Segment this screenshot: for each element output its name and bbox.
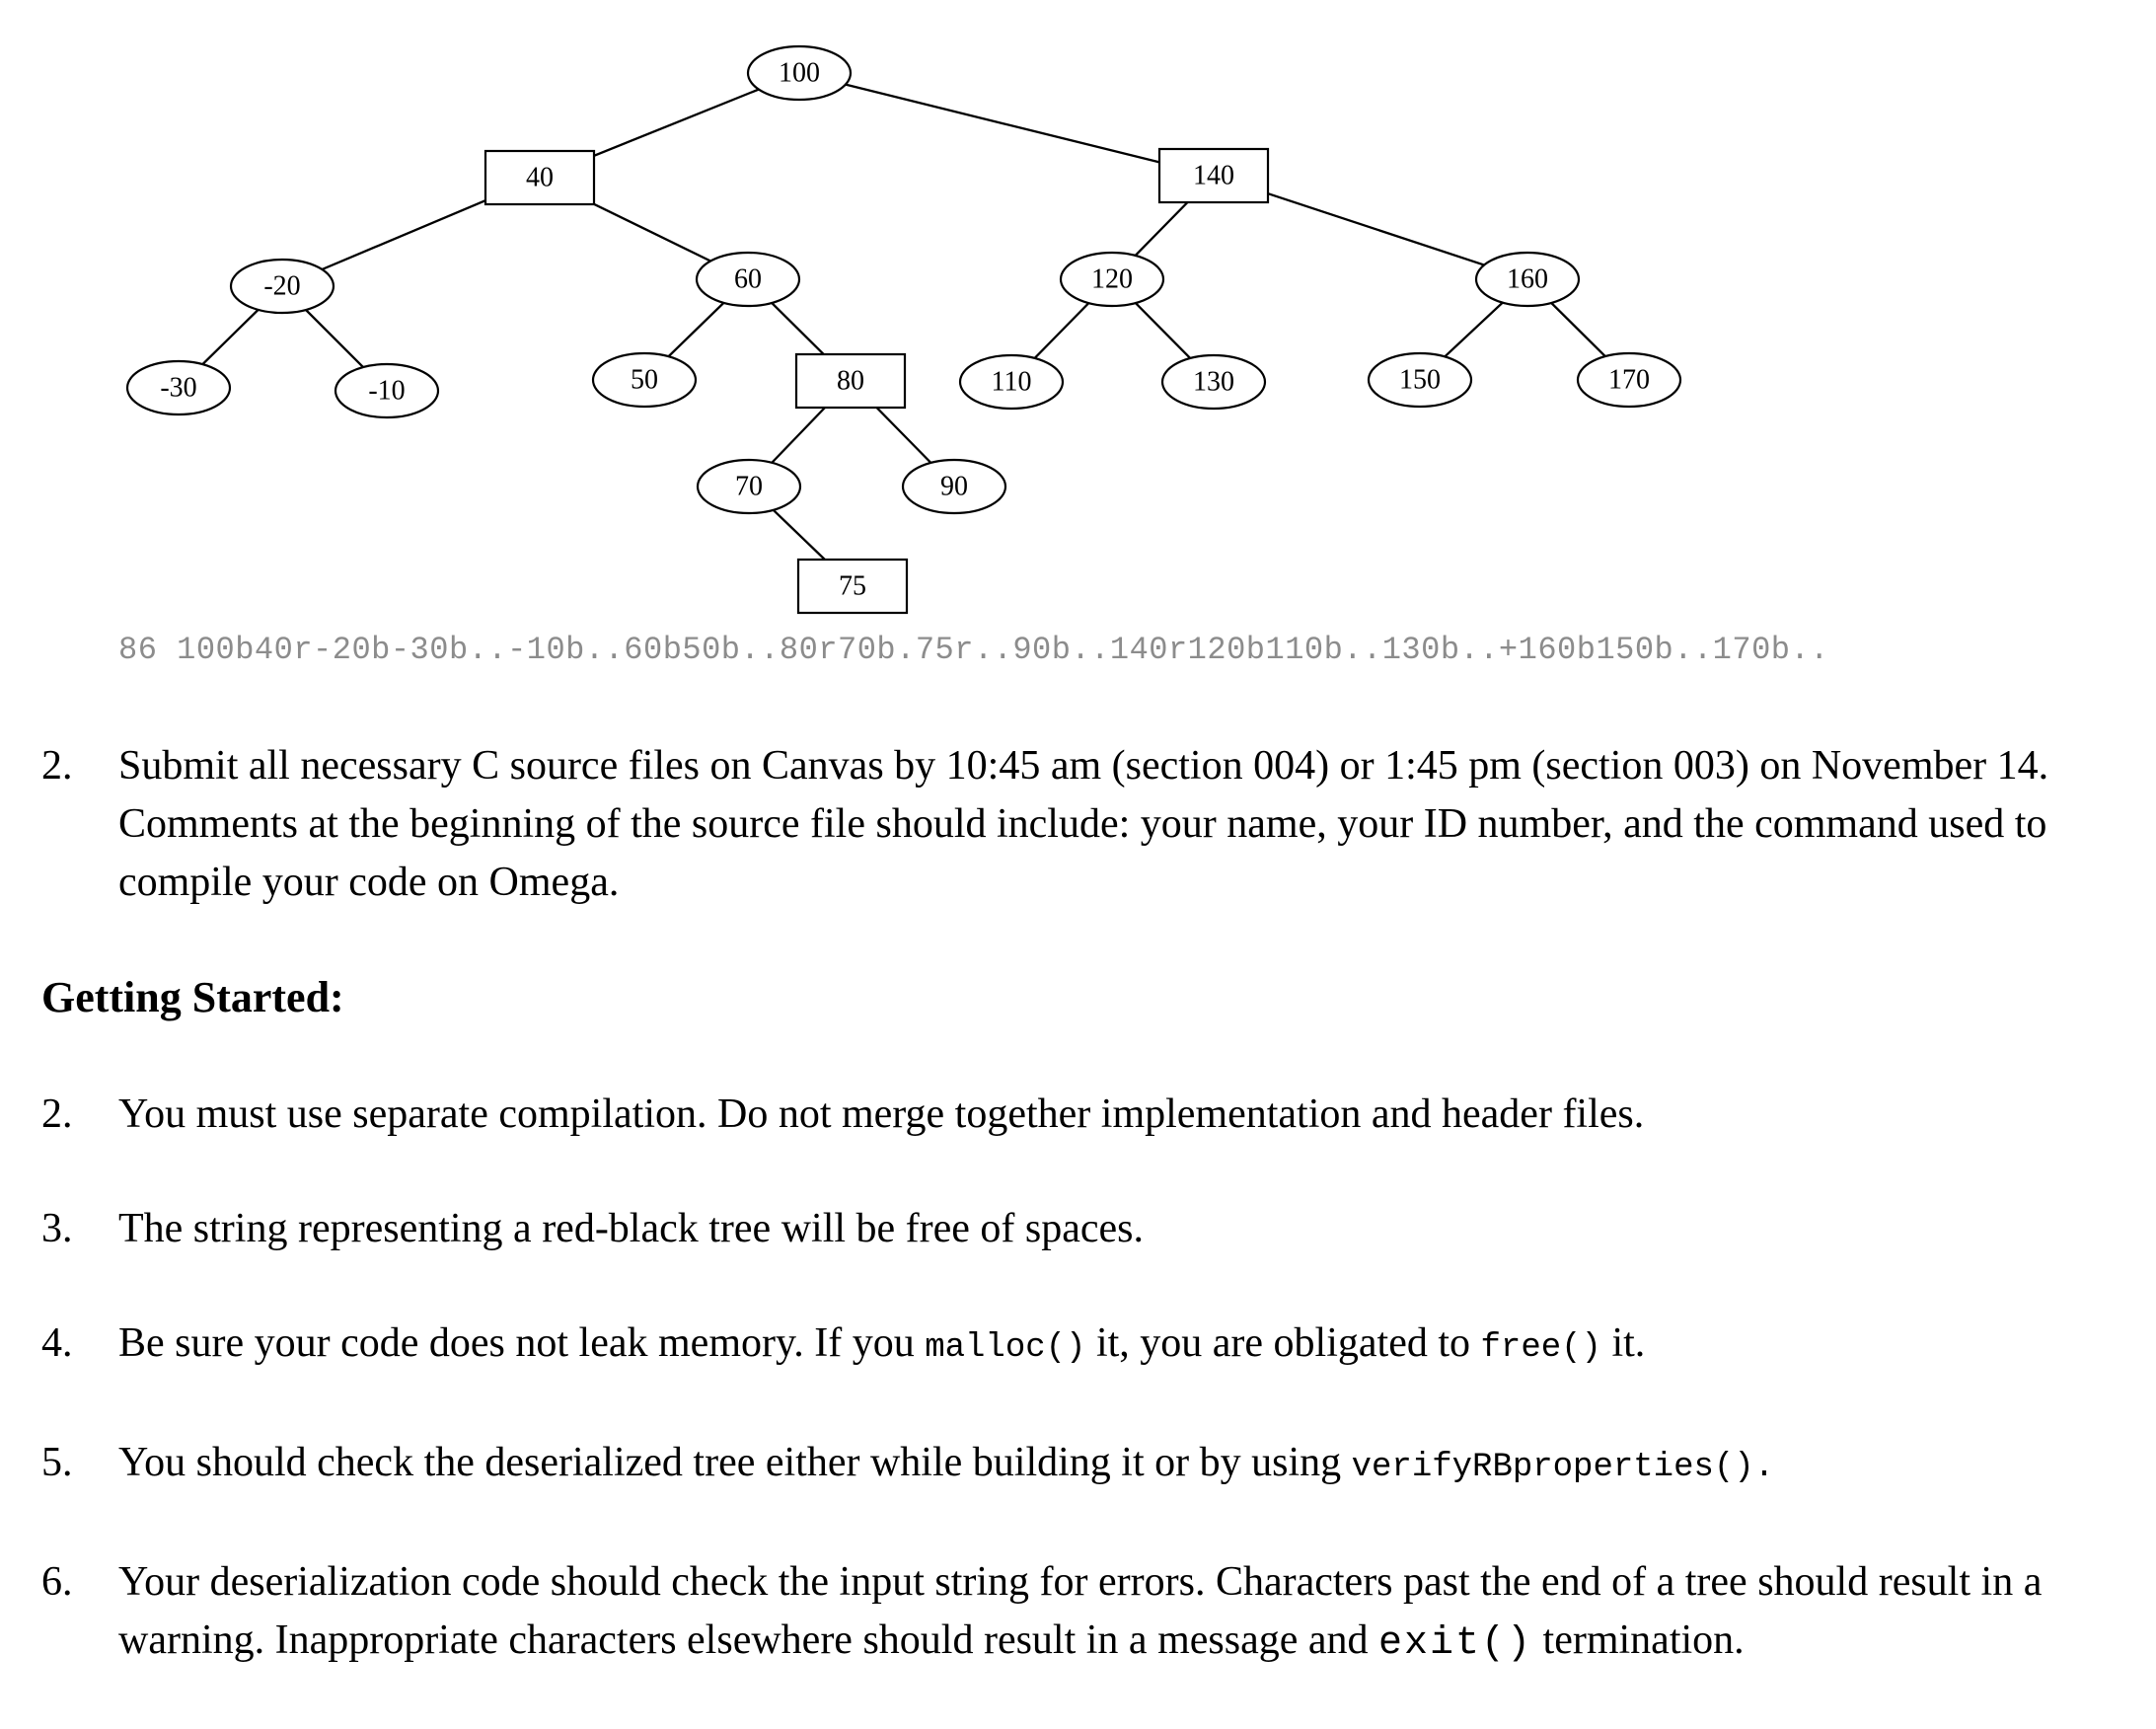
- list-item: [41, 1200, 2142, 1258]
- tree-node-label: 40: [526, 162, 554, 193]
- item-number: 5.: [41, 1440, 73, 1485]
- item-text: [118, 1200, 2142, 1258]
- getting-started-heading: Getting Started:: [41, 973, 344, 1021]
- item-text: [118, 1553, 2142, 1673]
- item-number: 2.: [41, 743, 73, 789]
- text-segment: Be sure your code does not leak memory. If you: [118, 1320, 926, 1366]
- item-number: 2.: [41, 1091, 73, 1137]
- item-text: [118, 1086, 2142, 1144]
- tree-node-label: -30: [160, 372, 197, 404]
- tree-node-110: [960, 355, 1063, 409]
- tree-node-label: 75: [839, 570, 866, 602]
- submission-instructions-item: [41, 737, 2142, 912]
- item-text: [118, 1434, 2142, 1497]
- tree-node-170: [1578, 353, 1680, 407]
- serialization-string: 86 100b40r-20b-30b..-10b..60b50b..80r70b.75r..90b..140r120b110b..130b..+160b150b..170b..: [118, 632, 1829, 668]
- text-segment: You should check the deserialized tree either while building it or by using: [118, 1440, 1352, 1485]
- tree-node-label: 100: [779, 57, 820, 89]
- tree-node--20: [231, 260, 334, 313]
- tree-node-80: [796, 354, 905, 408]
- list-item: [41, 1086, 2142, 1144]
- tree-node-label: 160: [1507, 263, 1548, 295]
- text-segment: Submit all necessary C source files on Canvas by 10:45 am (section 004) or 1:45 pm (section 003) on November 14. Comments at the beginning of the source file should include: your name, your ID number, and the command used to compile your code on Omega.: [118, 743, 2049, 905]
- tree-node-70: [698, 460, 800, 513]
- tree-node-label: -10: [368, 375, 406, 407]
- tree-edge: [799, 73, 1214, 176]
- tree-node-160: [1476, 253, 1579, 306]
- tree-node-90: [903, 460, 1005, 513]
- inline-code: malloc(): [925, 1329, 1086, 1367]
- tree-node--30: [127, 361, 230, 414]
- item-number: 4.: [41, 1320, 73, 1366]
- tree-node-120: [1061, 253, 1163, 306]
- tree-node-label: 170: [1608, 364, 1650, 396]
- tree-node-100: [748, 46, 851, 100]
- tree-node-40: [485, 151, 594, 204]
- tree-node-label: -20: [263, 270, 301, 302]
- tree-node-140: [1159, 149, 1268, 202]
- tree-svg: [0, 0, 2156, 624]
- tree-node-75: [798, 560, 907, 613]
- tree-node-label: 140: [1193, 160, 1234, 191]
- tree-node-label: 70: [735, 471, 763, 502]
- tree-node-label: 90: [940, 471, 968, 502]
- list-item: [41, 1315, 2142, 1378]
- text-segment: it.: [1600, 1320, 1646, 1366]
- text-segment: You must use separate compilation. Do not merge together implementation and header files.: [118, 1091, 1645, 1137]
- document-body: [0, 737, 2156, 1673]
- tree-node-60: [697, 253, 799, 306]
- tree-node--10: [335, 364, 438, 417]
- tree-node-label: 60: [734, 263, 762, 295]
- tree-node-150: [1369, 353, 1471, 407]
- text-segment: Your deserialization code should check the input string for errors. Characters past the end of a tree should result in a warning. Inappropriate characters elsewhere should result in a message and: [118, 1559, 2043, 1663]
- list-item: [41, 1434, 2142, 1497]
- tree-node-50: [593, 353, 696, 407]
- tree-node-label: 50: [631, 364, 658, 396]
- list-item: [41, 1553, 2142, 1673]
- tree-node-130: [1162, 355, 1265, 409]
- tree-node-label: 80: [837, 365, 864, 397]
- tree-node-label: 130: [1193, 366, 1234, 398]
- text-segment: termination.: [1532, 1617, 1745, 1663]
- tree-node-label: 110: [991, 366, 1032, 398]
- inline-code: free(): [1480, 1329, 1601, 1367]
- inline-code: verifyRBproperties().: [1351, 1449, 1775, 1486]
- tree-node-label: 120: [1091, 263, 1133, 295]
- red-black-tree-diagram: [0, 0, 2156, 668]
- item-number: 3.: [41, 1206, 73, 1251]
- inline-code: exit(): [1378, 1621, 1533, 1666]
- item-text: [118, 1315, 2142, 1378]
- tree-node-label: 150: [1399, 364, 1441, 396]
- item-number: 6.: [41, 1559, 73, 1605]
- item-text: [118, 737, 2142, 912]
- text-segment: it, you are obligated to: [1085, 1320, 1481, 1366]
- text-segment: The string representing a red-black tree will be free of spaces.: [118, 1206, 1145, 1251]
